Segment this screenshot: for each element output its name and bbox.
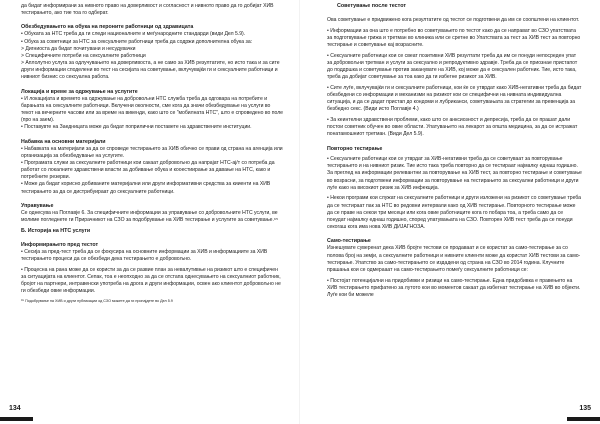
- section-b-heading: Б. Историја на НТС услуги: [21, 227, 91, 234]
- page-edge-mark: [567, 417, 600, 421]
- training-list-item: > Дигниоста да бидат почитувани и несудувачки: [21, 45, 136, 52]
- intro-paragraph: да бидат информирани за нивното право на доверливост и согласност и нивното право да го добијат ХИВ тестирањето, ако тие тоа го одберат.: [21, 3, 274, 17]
- management-paragraph: Се однесува на Поглавје 6. За специфичните информации за управување со добровољните НТС услуги, ве молиме погледнете ги Прирачникот на СЗО за подобрување на ХИВ тестирање и услугите за советување.⁶⁵: [21, 209, 279, 224]
- location-paragraph: • Поставувте на Заедницата може да бидат поприлични поставете на здравствените институции.: [21, 124, 252, 131]
- post-test-paragraph: • Сите луѓе, вклучувајќи ги и сексуалните работници, кои ќе се утврдат како ХИВ-негативни треба да бидат обезбедени со информации и механизми на ризикот кои се специфични на нивната индивидуална ситуација, и да се дадат пристап до кондоми и лубриканси, советувањата за стратегии за превенција за безбедно секс. (Види исто Поглавје 4.): [327, 84, 582, 113]
- self-test-paragraph: • Постојат потенцијални на придобивки и ризици на само-тестирање. Една придобивка е правењето на ХИВ тестирањето прифатено за лутото кои во моментов сакаат да избегнат тестирање на ХИВ во објекти. Луѓе кои би можеле: [327, 277, 581, 298]
- self-test-heading: Само-тестирање: [327, 238, 371, 245]
- training-heading: Обезбедувањето на обука на пероните работници од здравицата: [21, 24, 194, 31]
- footnote: ⁶⁵ Подобрување на ХИВ и други публикации од СЗО можете да ги пронајдете во Дел 5.9: [21, 298, 173, 303]
- retest-heading: Повторно тестирање: [327, 145, 383, 152]
- training-paragraph: • Обука за советници за НТС за сексуалните работници треба да содржи дополнителна обука за:: [21, 38, 253, 45]
- supply-heading: Набавка на основни материјали: [21, 138, 106, 145]
- retest-paragraph: • Некои програми кои служат на сексуалните работници и други изложени на ризикот со советување треба да се тестираат пак за НТС во редовни интервали како од ХИВ тестирање. Повторното тестирање може да се праве на секои три месеци или кога овие работниците кога го побара тоа, а треба само да се понудат најмалку еднаш годишно, според упатувањата на СЗО. Повторен ХИВ тест треба да се понуди секогаш кога има нова ХИВ ДИЈАГНОЗА.: [327, 195, 581, 231]
- pretest-info-heading: Информирањето пред тестот: [21, 241, 99, 248]
- self-test-paragraph: Изнешувате суверенат дека ХИВ бројте тестови се продаваат и се користат за само-тестирање за со полова број на земји, а сексуалните работници и нивните клиенти може да користат ХИВ тестови за само-тестирање. Упатство за само-тестирањето се издадени од страна на СЗО во 2014 година. Клучните прашања кои се одмерааат на само-тестирањето помеѓу сексуалните работници се:: [327, 245, 581, 273]
- supply-paragraph: • Програмата служи за сексуалните работници кои сакаат добровољно да напрајат НТС-ај/т со потреба да работат со локалните здравствени власти за добивање обука и кооестиирање за давање на НТС, како и потребните резерви.: [21, 159, 275, 181]
- left-column: [21, 3, 283, 304]
- training-paragraph: • Обуката за НТС треба да ги следи националните и меѓународните стандарди (види Дел 5.9).: [21, 31, 246, 38]
- post-test-heading: Советување после тестот: [337, 3, 407, 9]
- supply-paragraph: • Набавката на материјали за да се спроведе тестирањето за ХИВ обично се прави од страна на агенција или организација за обезбедување на услугите.: [21, 145, 283, 159]
- location-paragraph: • И локацијата и времето на одржување на добровољни НТС служба треба да одговара на потребите и барањата на сексуалните работници. Вклучени околности, сме кога да значи обезбедување на услуги во текот на вечерните часови или за време на викенди, како што се "мобилната НТС", што е спроведено во поле (про на заем).: [21, 95, 284, 124]
- page-number-right: 135: [579, 405, 591, 412]
- pretest-info-paragraph: • Процесна на рана може да се користи за да се развие план за невалутивње на ризикот што е специфичен за ситуацијата на клиентот. Сепак, тоа е неопходно за да се отстапа однесувањето на сексуалниот работник, бројот на партнери, интравенски употреба на дрога и други информации, освен ако клиентот добровољно не ги обезбеди овие информации.: [21, 266, 281, 295]
- training-list-item: > Аплолутно услуга за одлучувањето на доверливоста, а не само за ХИВ резултатите, но исто така и за сите други информации споделени во тест на сесијата на советување, вклучувајќи ги и сексуалните работници и нивниот бизнис со сексуална работа.: [21, 60, 280, 81]
- post-test-paragraph: Ова советување е придвижено кога резултатите од тестот се подготвени да им се соопштени на клиентот.: [327, 17, 580, 24]
- post-test-paragraph: • Сексуалните работници кои се свеат позитивни ХИВ резултати треба да им се понуди непосреден упат за добровољни третман и услуги за сексуално и репродуктивно здравје. Треба да се приознае пристапот до поддршка и советување против заканувате на ХИВ, кој може да е сексуален работник. Тие, исто така, треба да добијат советување за тоа како да ги избегне ризикот за ХИВ.: [327, 52, 578, 81]
- management-heading: Управување: [21, 202, 54, 209]
- supply-paragraph: • Може да бидат корисно добиваните материјални или други информативни средства за кииенти на ХИВ тестирањето за да се дистрибуираат до сексуалните работници.: [21, 181, 271, 195]
- retest-paragraph: • Сексуалните работници кои се утврдат за ХИВ-негативни треба да се советуваат за повторување тестирањето и на нивниот ризик. Тие исто така треба повторно да се тестираат најмалку еднаш годишно. За преглед на информации релевантни за повторување на ХИВ тест, за повторно тестирање и советување во возрасни, за подготвени информации за повторување на тестирањето за сексуални работници и други луѓе како на високиот ризик за ХИВ инфекција.: [327, 156, 582, 191]
- location-heading: Локација и време за одржување на услугите: [21, 88, 138, 95]
- training-list-item: > Специфичните потреби на сексуалните работници: [21, 52, 146, 59]
- pretest-info-paragraph: • Сесија за пред-тест треба да се фокусира на основните информации за ХИВ и информациите за ХИВ тестирањето процеси да се обезбеди дека тестирањето е добровољно.: [21, 249, 268, 263]
- post-test-paragraph: • Информации за она што е потребно во советувањето по тестот како да се направат во СЗО упатствата за подготвување грижа и третман во клиника или се сретне во Упатствата за тест за ХИВ тест за повторно тестирање и советување кај возрасните.: [327, 27, 581, 49]
- page-number-left: 134: [9, 405, 21, 412]
- right-page: [300, 0, 600, 424]
- right-column: [327, 3, 582, 299]
- post-test-paragraph: • За кеинтелни здравствени проблеми, како што се анксиозност и депресија, треба да се прашат дали постои советник обучен во овие области. Упатувањето на лекарот за општа медицина, за да се истражат понатамошниот третман. (Види Дел 5.9).: [327, 117, 578, 138]
- page-edge-mark: [0, 417, 33, 421]
